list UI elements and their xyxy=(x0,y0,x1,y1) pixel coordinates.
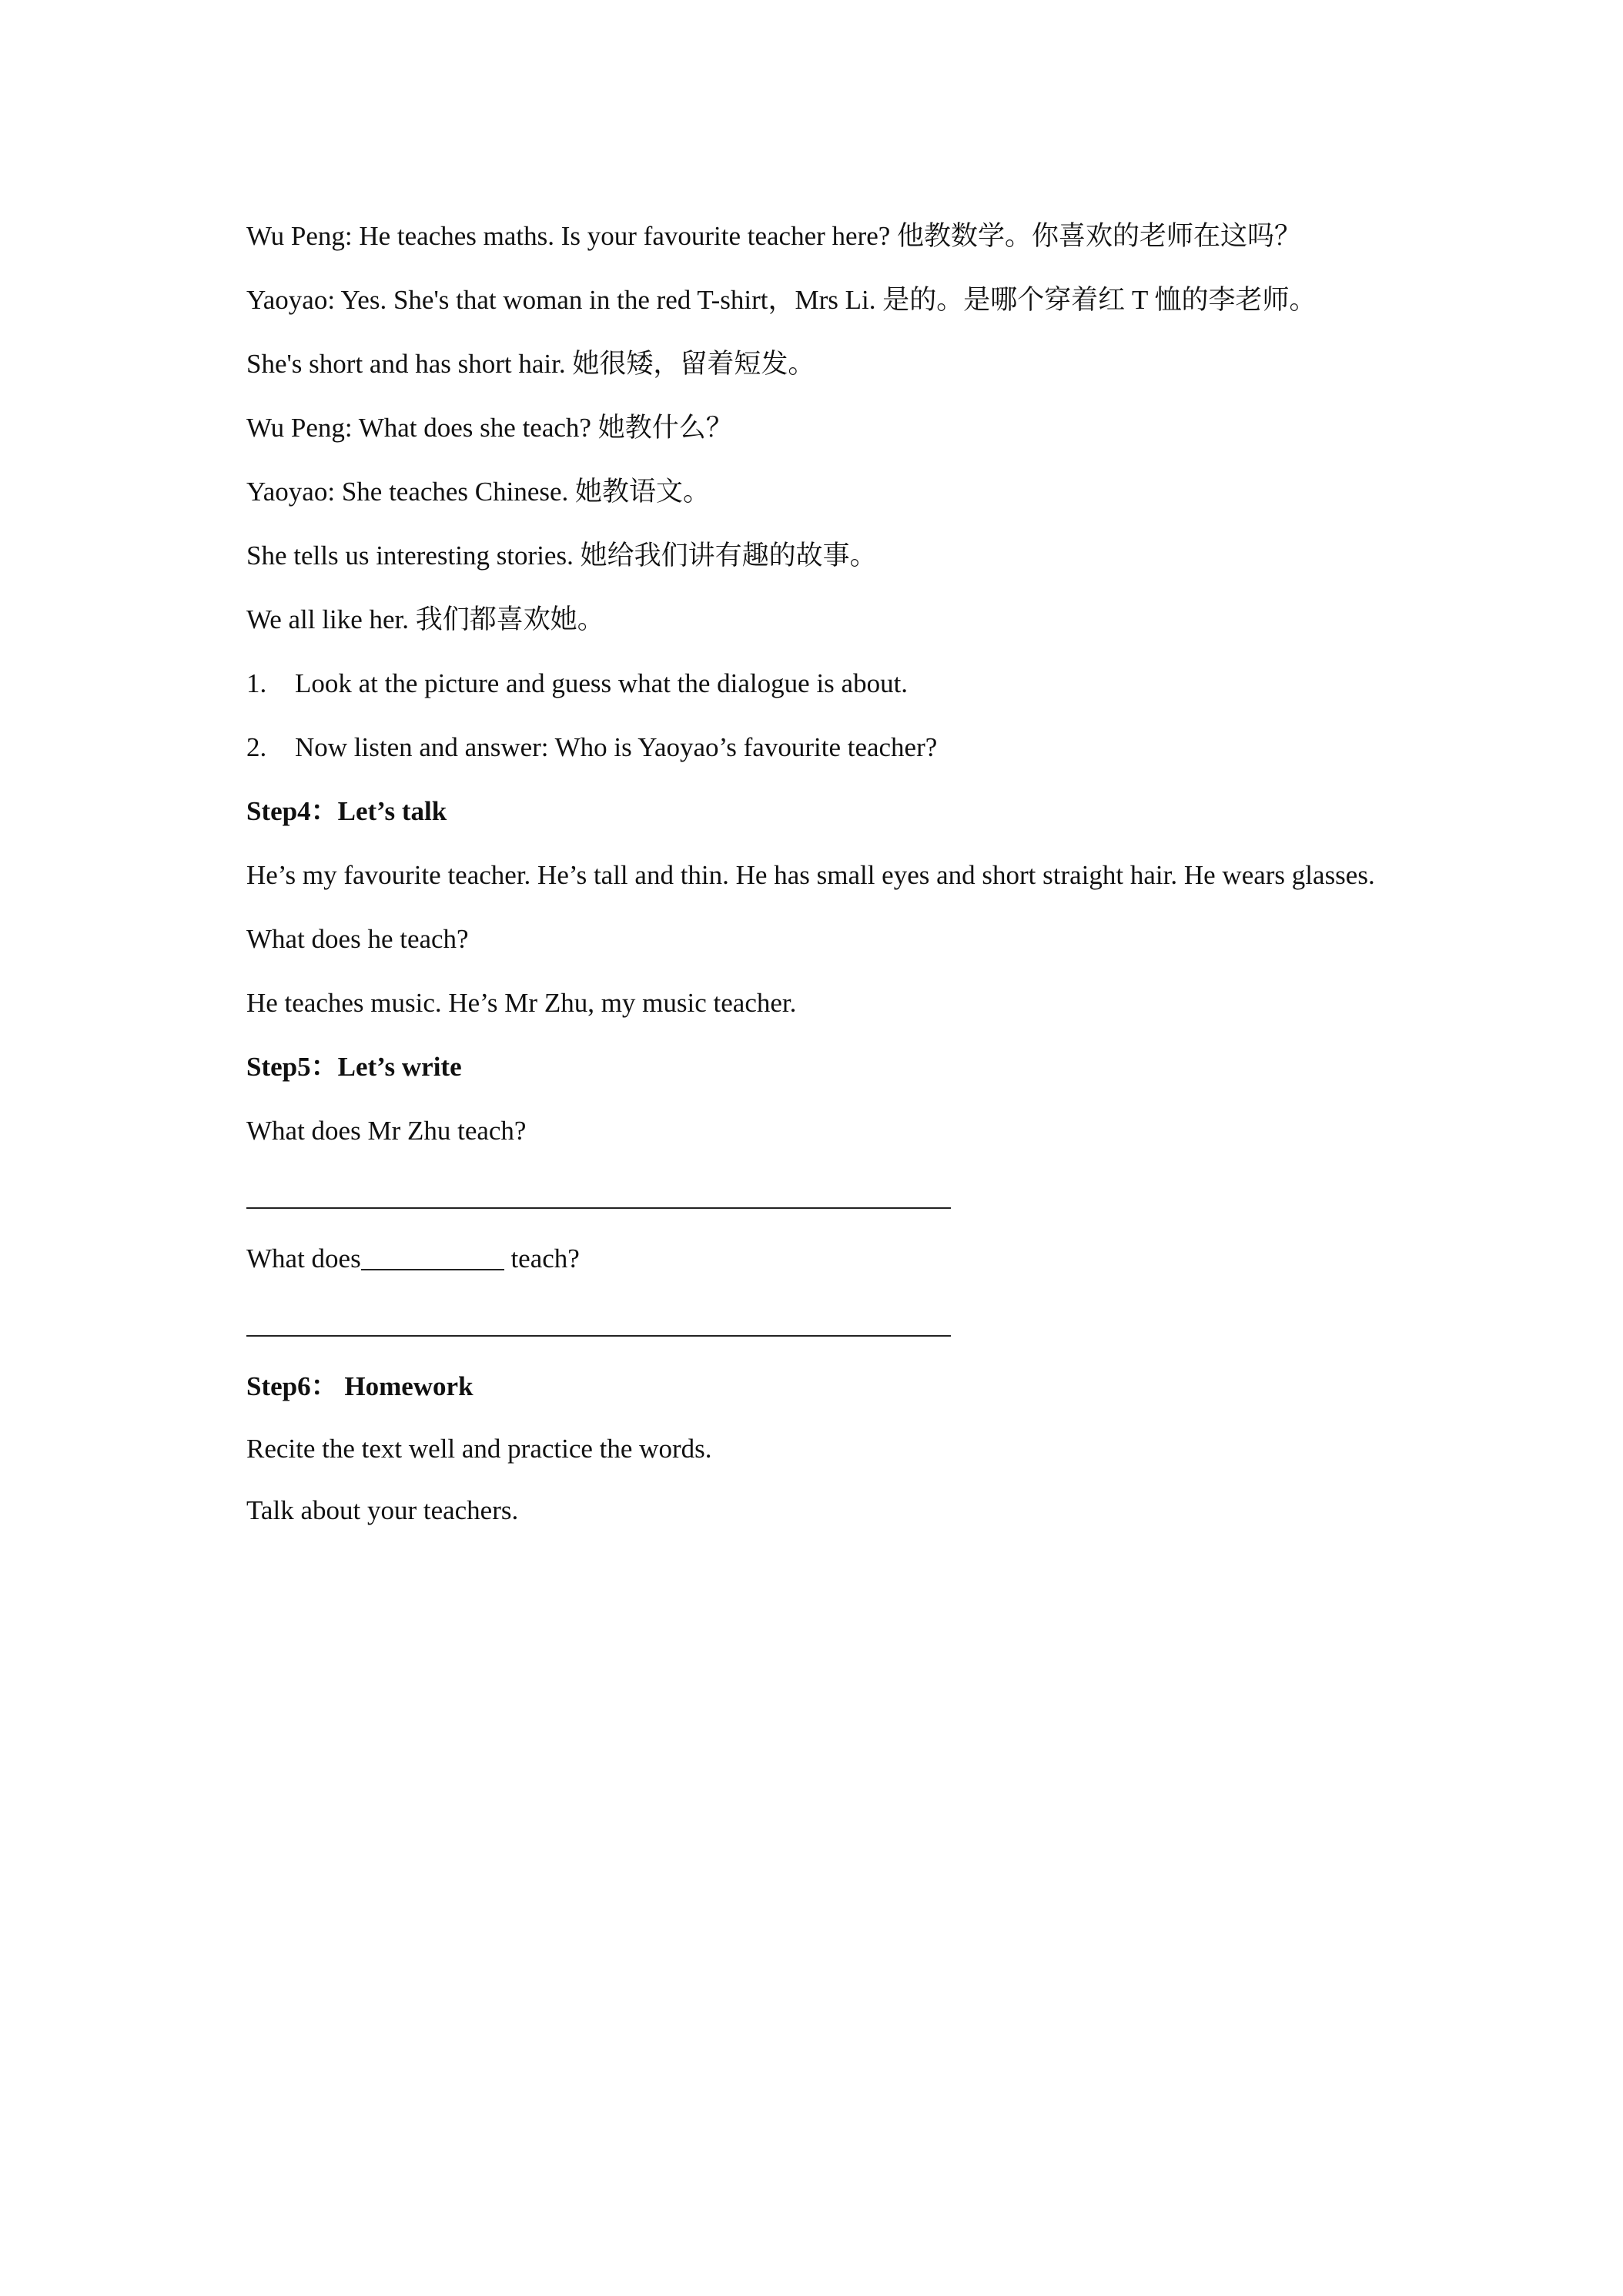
step6-heading: Step6： Homework xyxy=(246,1371,474,1401)
dialogue-line-6: She tells us interesting stories. 她给我们讲有趣的故事。 xyxy=(246,541,877,571)
question-text: Now listen and answer: Who is Yaoyao’s favourite teacher? xyxy=(295,732,938,762)
step4-heading: Step4：Let’s talk xyxy=(246,796,447,826)
answer-underline xyxy=(246,1335,951,1337)
step5-heading: Step5：Let’s write xyxy=(246,1052,462,1082)
fill-in-blank[interactable] xyxy=(361,1246,504,1270)
step5-question-2 xyxy=(246,1227,1386,1290)
step5-question-1: What does Mr Zhu teach? xyxy=(246,1116,527,1146)
step4-line-2: What does he teach? xyxy=(246,924,469,954)
step6-line-2: Talk about your teachers. xyxy=(246,1495,519,1525)
dialogue-line-2: Yaoyao: Yes. She's that woman in the red T-shirt，Mrs Li. 是的。是哪个穿着红 T 恤的李老师。 xyxy=(246,285,1317,315)
dialogue-line-3: She's short and has short hair. 她很矮，留着短发。 xyxy=(246,349,815,379)
question-number: 2. xyxy=(246,732,267,762)
question-prefix: What does xyxy=(246,1243,361,1274)
dialogue-line-1: Wu Peng: He teaches maths. Is your favourite teacher here? 他教数学。你喜欢的老师在这吗？ xyxy=(246,221,1302,251)
step6-line-1: Recite the text well and practice the words. xyxy=(246,1434,712,1464)
question-text: Look at the picture and guess what the dialogue is about. xyxy=(295,668,909,698)
page-content xyxy=(246,204,1386,1541)
answer-line-2[interactable] xyxy=(246,1290,1386,1354)
question-number: 1. xyxy=(246,668,267,698)
answer-line-1[interactable] xyxy=(246,1163,1386,1227)
question-2 xyxy=(246,715,1386,779)
step4-line-3: He teaches music. He’s Mr Zhu, my music teacher. xyxy=(246,988,797,1018)
step4-paragraph: He’s my favourite teacher. He’s tall and thin. He has small eyes and short straight hair. He wears glasses. xyxy=(246,860,1375,890)
question-suffix: teach? xyxy=(504,1243,580,1274)
answer-underline xyxy=(246,1207,951,1209)
dialogue-line-5: Yaoyao: She teaches Chinese. 她教语文。 xyxy=(246,477,711,507)
question-1 xyxy=(246,651,1386,715)
dialogue-line-7: We all like her. 我们都喜欢她。 xyxy=(246,604,604,634)
dialogue-line-4: Wu Peng: What does she teach? 她教什么？ xyxy=(246,413,733,443)
